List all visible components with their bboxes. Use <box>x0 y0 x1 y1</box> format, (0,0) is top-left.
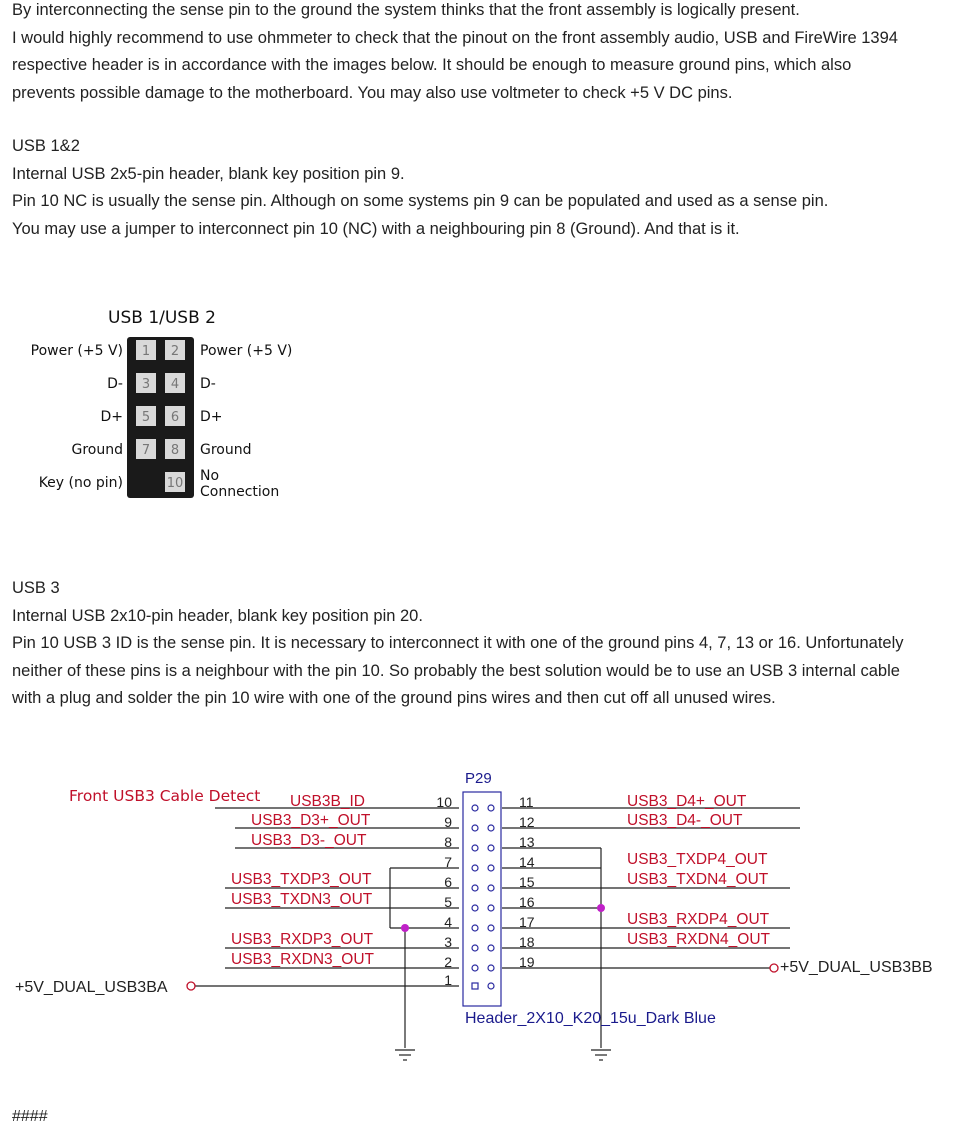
header-part-name: Header_2X10_K20_15u_Dark Blue <box>465 1010 716 1027</box>
pin-number: 3 <box>444 934 452 950</box>
net-label: USB3_D4+_OUT <box>627 793 747 810</box>
intro-line: respective header is in accordance with the images below. It should be enough to measure ground pins, which also <box>12 56 852 74</box>
power-terminal <box>770 964 778 972</box>
net-label: USB3_RXDN4_OUT <box>627 931 770 948</box>
pin-number: 5 <box>141 410 151 425</box>
pin-number: 5 <box>444 894 452 910</box>
pin-number: 4 <box>170 377 180 392</box>
pin-label-right: D+ <box>200 409 223 425</box>
pin-label-left: Ground <box>71 442 123 458</box>
pin-number: 2 <box>170 344 180 359</box>
usb12-paragraph <box>12 133 962 243</box>
pin-label-right: Ground <box>200 442 252 458</box>
pin-number: 10 <box>436 794 452 810</box>
pin-number: 11 <box>519 794 534 810</box>
usb3-line: Internal USB 2x10-pin header, blank key position pin 20. <box>12 606 423 625</box>
pin-label-left: Key (no pin) <box>38 475 123 491</box>
pin-number: 4 <box>444 914 452 930</box>
usb12-line: Pin 10 NC is usually the sense pin. Although on some systems pin 9 can be populated and used as a sense pin. <box>12 192 829 210</box>
pin-label-right: No <box>200 468 220 484</box>
pin-label-left: Power (+5 V) <box>30 343 123 359</box>
intro-line: I would highly recommend to use ohmmeter to check that the pinout on the front assembly audio, USB and FireWire 1394 <box>12 28 898 47</box>
intro-line: prevents possible damage to the motherboard. You may also use voltmeter to check +5 V DC pins. <box>12 83 733 102</box>
net-label: USB3_D3-_OUT <box>251 832 367 849</box>
pin-number: 18 <box>519 934 535 950</box>
pin-number: 15 <box>519 874 535 890</box>
net-label: USB3_RXDP3_OUT <box>231 931 374 948</box>
pin-number: 12 <box>519 814 535 830</box>
pin-number: 13 <box>519 834 535 850</box>
pin-label-right: D- <box>200 376 216 392</box>
net-label: USB3_RXDP4_OUT <box>627 911 770 928</box>
footer-hashes: #### <box>12 1108 48 1125</box>
pin-number: 2 <box>444 954 452 970</box>
net-label: USB3_TXDP4_OUT <box>627 851 768 868</box>
usb3-paragraph <box>12 575 962 713</box>
net-label: USB3_TXDP3_OUT <box>231 871 372 888</box>
usb12-figure-title: USB 1/USB 2 <box>108 308 216 328</box>
usb3-line: Pin 10 USB 3 ID is the sense pin. It is necessary to interconnect it with one of the ground pins 4, 7, 13 or 16. Unfortunately <box>12 634 904 652</box>
power-label-left: +5V_DUAL_USB3BA <box>15 979 168 996</box>
pin-label-left: D- <box>107 376 123 392</box>
intro-line: By interconnecting the sense pin to the ground the system thinks that the front assembly is logically present. <box>12 1 800 19</box>
power-terminal <box>187 982 195 990</box>
junction-dot <box>597 904 605 912</box>
usb3-schematic <box>0 765 972 1075</box>
cable-detect-label: Front USB3 Cable Detect <box>69 787 261 805</box>
usb3-line: with a plug and solder the pin 10 wire with one of the ground pins wires and then cut off all unused wires. <box>12 689 776 707</box>
usb12-pinout-figure <box>0 300 320 510</box>
net-label: USB3B_ID <box>290 793 365 810</box>
pin-number: 3 <box>141 377 151 392</box>
pin-number: 8 <box>170 443 180 458</box>
pin-number: 1 <box>444 972 452 988</box>
junction-dot <box>401 924 409 932</box>
usb12-line: You may use a jumper to interconnect pin 10 (NC) with a neighbouring pin 8 (Ground). And that is it. <box>12 219 740 238</box>
pin-number: 1 <box>141 344 151 359</box>
header-body <box>463 792 501 1006</box>
pin-label-right: Power (+5 V) <box>200 343 293 359</box>
pin-number: 8 <box>444 834 452 850</box>
pin-label-right: Connection <box>200 484 280 500</box>
pin-number: 7 <box>141 443 151 458</box>
pin-number: 16 <box>519 894 535 910</box>
intro-paragraph <box>12 0 962 107</box>
pin-number: 19 <box>519 954 535 970</box>
pin-number: 9 <box>444 814 452 830</box>
pin-label-left: D+ <box>100 409 123 425</box>
header-ref: P29 <box>465 770 492 787</box>
pin-number: 17 <box>519 914 535 930</box>
net-label: USB3_D4-_OUT <box>627 812 743 829</box>
usb3-heading: USB 3 <box>12 579 60 597</box>
pin-number: 7 <box>444 854 452 870</box>
pin-number: 6 <box>444 874 452 890</box>
usb12-heading: USB 1&2 <box>12 137 80 155</box>
usb3-line: neither of these pins is a neighbour with the pin 10. So probably the best solution would be to use an USB 3 internal cable <box>12 661 900 680</box>
net-label: USB3_D3+_OUT <box>251 812 371 829</box>
pin-number: 14 <box>519 854 535 870</box>
power-label-right: +5V_DUAL_USB3BB <box>780 959 933 976</box>
net-label: USB3_TXDN4_OUT <box>627 871 769 888</box>
usb12-line: Internal USB 2x5-pin header, blank key position pin 9. <box>12 164 405 183</box>
pin-number: 6 <box>170 410 180 425</box>
net-label: USB3_RXDN3_OUT <box>231 951 374 968</box>
net-label: USB3_TXDN3_OUT <box>231 891 373 908</box>
pin-number: 10 <box>166 476 184 491</box>
